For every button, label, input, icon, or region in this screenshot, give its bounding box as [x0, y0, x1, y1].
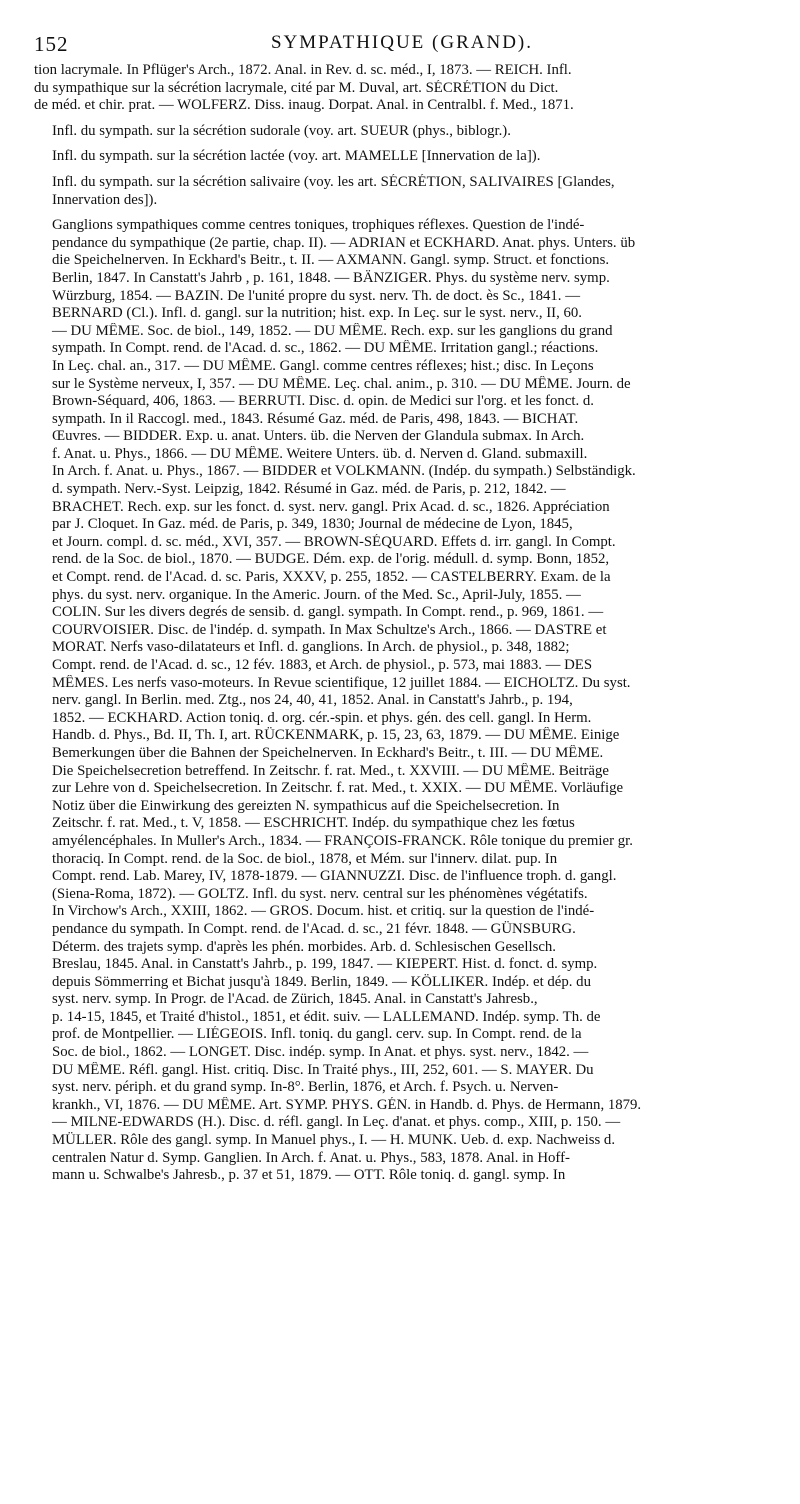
text-line: par J. Cloquet. In Gaz. méd. de Paris, p. 349, 1830; Journal de médecine de Lyon, 1845,	[52, 516, 573, 533]
text-line: Innervation des]).	[52, 191, 158, 208]
text-line: 1852. — ECKHARD. Action toniq. d. org. cér.-spin. et phys. gén. des cell. gangl. In Herm.	[52, 709, 592, 726]
paragraph	[34, 148, 770, 166]
text-line: In Arch. f. Anat. u. Phys., 1867. — BIDDER et VOLKMANN. (Indép. du sympath.) Selbständigk.	[52, 463, 636, 480]
page-number: 152	[34, 32, 69, 56]
text-line: nerv. gangl. In Berlin. med. Ztg., nos 24, 40, 41, 1852. Anal. in Canstatt's Jahrb., p. 194,	[52, 692, 573, 709]
text-line: tion lacrymale. In Pflüger's Arch., 1872. Anal. in Rev. d. sc. méd., I, 1873. — REICH. Infl.	[34, 62, 572, 78]
text-line: et Compt. rend. de l'Acad. d. sc. Paris, XXXV, p. 255, 1852. — CASTELBERRY. Exam. de la	[52, 569, 611, 586]
text-line: rend. de la Soc. de biol., 1870. — BUDGE. Dém. exp. de l'orig. médull. d. symp. Bonn, 1852,	[52, 551, 610, 568]
text-line: MÊMES. Les nerfs vaso-moteurs. In Revue scientifique, 12 juillet 1884. — EICHOLTZ. Du syst.	[52, 674, 631, 691]
paragraph	[34, 62, 770, 115]
text-line: Ganglions sympathiques comme centres toniques, trophiques réflexes. Question de l'indé-	[52, 217, 585, 234]
text-line: zur Lehre von d. Speichelsecretion. In Zeitschr. f. rat. Med., t. XXIX. — DU MÊME. Vorläufige	[52, 780, 624, 797]
text-line: Soc. de biol., 1862. — LONGET. Disc. indép. symp. In Anat. et phys. syst. nerv., 1842. —	[52, 1044, 589, 1061]
text-line: Infl. du sympath. sur la sécrétion lactée (voy. art. MAMELLE [Innervation de la]).	[52, 148, 541, 165]
text-line: pendance du sympathique (2e partie, chap. II). — ADRIAN et ECKHARD. Anat. phys. Unters. üb	[52, 234, 636, 251]
text-line: die Speichelnerven. In Eckhard's Beitr., t. II. — AXMANN. Gangl. symp. Struct. et fonctions.	[52, 252, 610, 269]
text-line: BERNARD (Cl.). Infl. d. gangl. sur la nutrition; hist. exp. In Leç. sur le syst. nerv., II, 60.	[52, 305, 583, 322]
text-line: centralen Natur d. Symp. Ganglien. In Arch. f. Anat. u. Phys., 583, 1878. Anal. in Hoff-	[52, 1149, 570, 1166]
text-line: syst. nerv. périph. et du grand symp. In-8°. Berlin, 1876, et Arch. f. Psych. u. Nerven-	[52, 1079, 559, 1096]
page-header	[34, 28, 770, 62]
text-line: Œuvres. — BIDDER. Exp. u. anat. Unters. üb. die Nerven der Glandula submax. In Arch.	[52, 428, 585, 445]
text-line: Compt. rend. de l'Acad. d. sc., 12 fév. 1883, et Arch. de physiol., p. 573, mai 1883. — DES	[52, 657, 593, 673]
text-line: Infl. du sympath. sur la sécrétion sudorale (voy. art. SUEUR (phys., biblogr.).	[52, 122, 511, 139]
text-line: syst. nerv. symp. In Progr. de l'Acad. de Zürich, 1845. Anal. in Canstatt's Jahresb.,	[52, 991, 538, 1008]
text-line: pendance du sympath. In Compt. rend. de l'Acad. d. sc., 21 févr. 1848. — GÜNSBURG.	[52, 920, 576, 937]
paragraph	[34, 217, 770, 1185]
text-line: Die Speichelsecretion betreffend. In Zeitschr. f. rat. Med., t. XXVIII. — DU MÊME. Beiträge	[52, 762, 609, 779]
text-line: sympath. In Compt. rend. de l'Acad. d. sc., 1862. — DU MÊME. Irritation gangl.; réactions.	[52, 340, 599, 357]
text-line: COURVOISIER. Disc. de l'indép. d. sympath. In Max Schultze's Arch., 1866. — DASTRE et	[52, 621, 607, 638]
text-line: Bemerkungen über die Bahnen der Speichelnerven. In Eckhard's Beitr., t. III. — DU MÊME.	[52, 744, 604, 761]
text-line: et Journ. compl. d. sc. méd., XVI, 357. — BROWN-SÉQUARD. Effets d. irr. gangl. In Compt.	[52, 533, 616, 550]
text-line: Brown-Séquard, 406, 1863. — BERRUTI. Disc. d. opin. de Medici sur l'org. et les fonct. d.	[52, 393, 595, 410]
text-line: amyélencéphales. In Muller's Arch., 1834. — FRANÇOIS-FRANCK. Rôle tonique du premier gr.	[52, 832, 633, 849]
text-line: du sympathique sur la sécrétion lacrymale, cité par M. Duval, art. SÉCRÉTION du Dict.	[34, 79, 559, 96]
running-head: SYMPATHIQUE (GRAND).	[270, 32, 534, 53]
text-line: — DU MÊME. Soc. de biol., 149, 1852. — DU MÊME. Rech. exp. sur les ganglions du grand	[52, 322, 613, 339]
text-line: f. Anat. u. Phys., 1866. — DU MÊME. Weitere Unters. üb. d. Nerven d. Gland. submaxill.	[52, 445, 588, 462]
paragraph	[34, 123, 770, 141]
text-line: Notiz über die Einwirkung des gereizten N. sympathicus auf die Speichelsecretion. In	[52, 797, 560, 814]
text-line: Déterm. des trajets symp. d'après les phén. morbides. Arb. d. Schlesischen Gesellsch.	[52, 938, 557, 955]
text-line: COLIN. Sur les divers degrés de sensib. d. gangl. sympath. In Compt. rend., p. 969, 1861. —	[52, 604, 604, 621]
paragraph	[34, 174, 770, 209]
text-line: — MILNE-EDWARDS (H.). Disc. d. réfl. gangl. In Leç. d'anat. et phys. comp., XIII, p. 150. —	[52, 1114, 621, 1131]
text-line: mann u. Schwalbe's Jahresb., p. 37 et 51, 1879. — OTT. Rôle toniq. d. gangl. symp. In	[52, 1167, 566, 1184]
text-line: krankh., VI, 1876. — DU MÊME. Art. SYMP. PHYS. GÉN. in Handb. d. Phys. de Hermann, 1879.	[52, 1096, 642, 1113]
text-line: Breslau, 1845. Anal. in Canstatt's Jahrb., p. 199, 1847. — KIEPERT. Hist. d. fonct. d. symp.	[52, 956, 598, 973]
text-line: Infl. du sympath. sur la sécrétion salivaire (voy. les art. SÉCRÉTION, SALIVAIRES [Glandes,	[52, 173, 615, 190]
text-line: Compt. rend. Lab. Marey, IV, 1878-1879. — GIANNUZZI. Disc. de l'influence troph. d. gangl.	[52, 868, 617, 885]
text-line: BRACHET. Rech. exp. sur les fonct. d. syst. nerv. gangl. Prix Acad. d. sc., 1826. Appréciation	[52, 498, 610, 515]
text-line: In Virchow's Arch., XXIII, 1862. — GROS. Docum. hist. et critiq. sur la question de l'indé-	[52, 903, 595, 920]
text-line: (Siena-Roma, 1872). — GOLTZ. Infl. du syst. nerv. central sur les phénomènes végétatifs.	[52, 885, 588, 902]
text-line: d. sympath. Nerv.-Syst. Leipzig, 1842. Résumé in Gaz. méd. de Paris, p. 212, 1842. —	[52, 481, 566, 498]
text-line: depuis Sömmerring et Bichat jusqu'à 1849. Berlin, 1849. — KÖLLIKER. Indép. et dép. du	[52, 973, 591, 990]
body-text	[34, 62, 770, 1185]
text-line: phys. du syst. nerv. organique. In the Americ. Journ. of the Med. Sc., April-July, 1855. —	[52, 586, 581, 603]
text-line: p. 14-15, 1845, et Traité d'histol., 1851, et édit. suiv. — LALLEMAND. Indép. symp. Th. de	[52, 1008, 601, 1025]
text-line: sympath. In il Raccogl. med., 1843. Résumé Gaz. méd. de Paris, 498, 1843. — BICHAT.	[52, 410, 579, 427]
text-line: prof. de Montpellier. — LIÉGEOIS. Infl. toniq. du gangl. cerv. sup. In Compt. rend. de la	[52, 1026, 582, 1043]
text-line: Berlin, 1847. In Canstatt's Jahrb , p. 161, 1848. — BÄNZIGER. Phys. du système nerv. symp.	[52, 269, 610, 286]
text-line: de méd. et chir. prat. — WOLFERZ. Diss. inaug. Dorpat. Anal. in Centralbl. f. Med., 1871.	[34, 97, 574, 114]
text-line: Zeitschr. f. rat. Med., t. V, 1858. — ESCHRICHT. Indép. du sympathique chez les fœtus	[52, 815, 575, 832]
text-line: Würzburg, 1854. — BAZIN. De l'unité propre du syst. nerv. Th. de doct. ès Sc., 1841. —	[52, 287, 581, 304]
text-line: thoraciq. In Compt. rend. de la Soc. de biol., 1878, et Mém. sur l'innerv. dilat. pup. In	[52, 850, 558, 867]
text-line: MÜLLER. Rôle des gangl. symp. In Manuel phys., I. — H. MUNK. Ueb. d. exp. Nachweiss d.	[52, 1132, 616, 1149]
text-line: In Leç. chal. an., 317. — DU MÊME. Gangl. comme centres réflexes; hist.; disc. In Leçons	[52, 357, 594, 374]
text-line: Handb. d. Phys., Bd. II, Th. I, art. RÜCKENMARK, p. 15, 23, 63, 1879. — DU MÊME. Einige	[52, 727, 620, 744]
text-line: sur le Système nerveux, I, 357. — DU MÊME. Leç. chal. anim., p. 310. — DU MÊME. Journ. de	[52, 375, 631, 392]
text-line: MORAT. Nerfs vaso-dilatateurs et Infl. d. ganglions. In Arch. de physiol., p. 348, 1882;	[52, 639, 570, 656]
text-line: DU MÊME. Réfl. gangl. Hist. critiq. Disc. In Traité phys., III, 252, 601. — S. MAYER. Du	[52, 1061, 594, 1078]
